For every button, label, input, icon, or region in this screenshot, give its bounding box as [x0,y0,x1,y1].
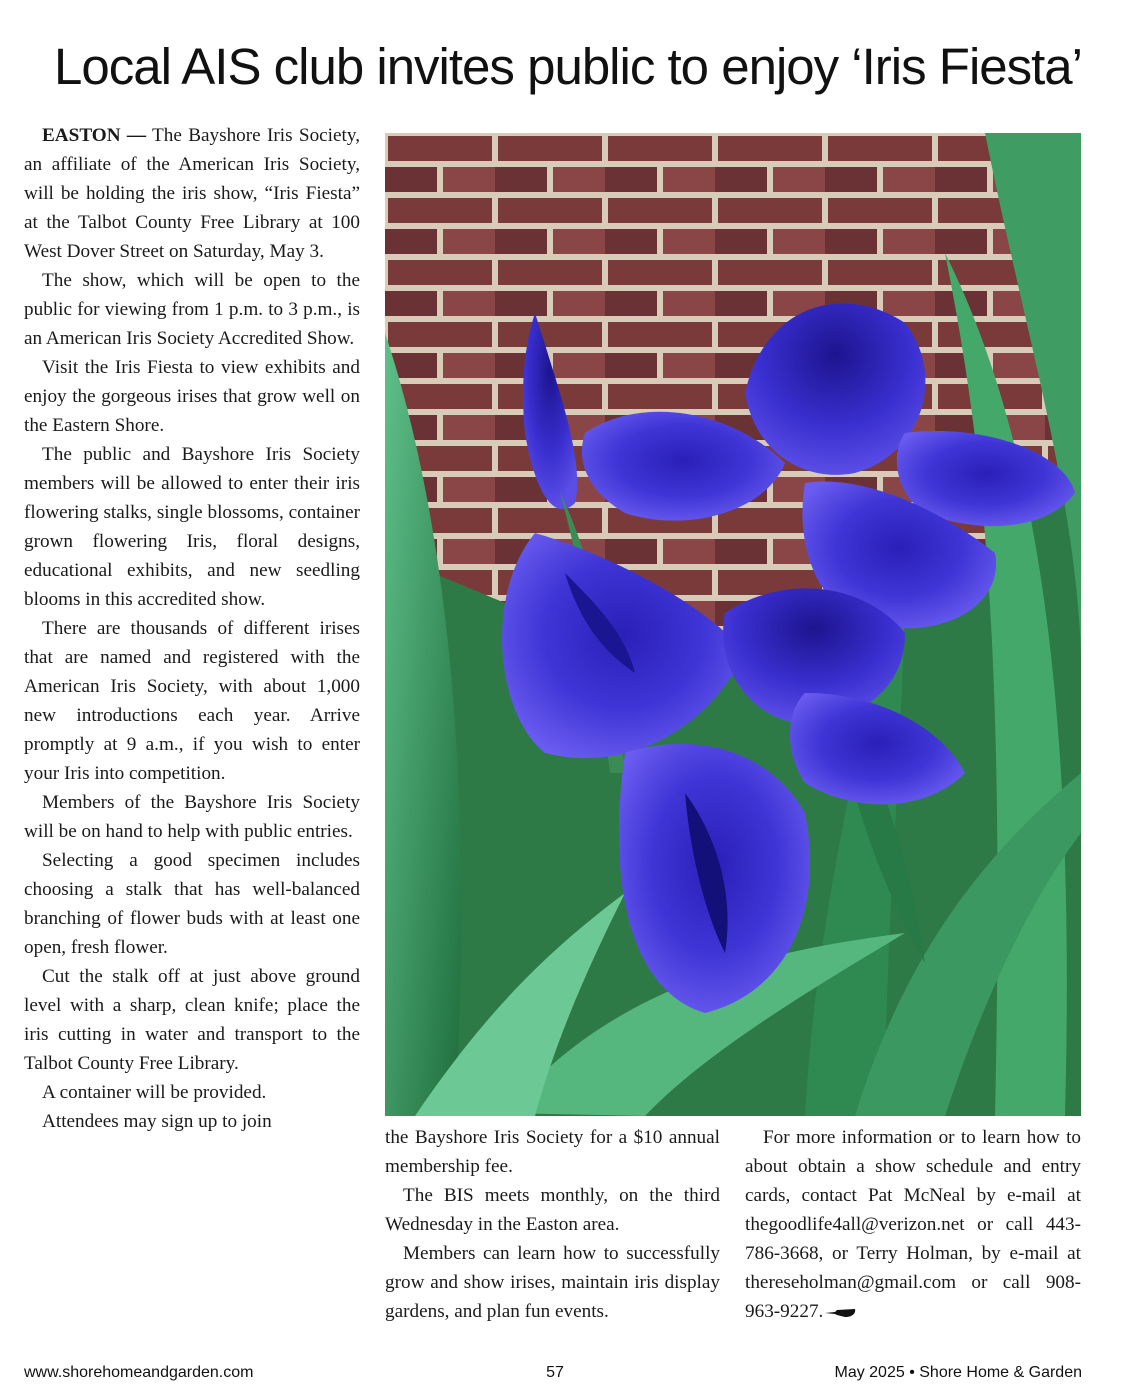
article-paragraph: A container will be provided. [42,1082,267,1103]
trowel-icon [823,1306,857,1320]
article-paragraph: There are thousands of different irises that are named and registered with the American Iris Society, with about 1,000 new introductions each year. Arrive promptly at 9 a.m., if you wish to enter your Iris into competition. [24,618,360,784]
footer-issue: May 2025 • Shore Home & Garden [834,1364,1082,1381]
article-paragraph: Attendees may sign up to join [42,1111,272,1132]
iris-photo-illustration [385,133,1081,1116]
article-paragraph [745,1123,1081,1326]
article-paragraph: Members of the Bayshore Iris Society will be on hand to help with public entries. [24,792,360,842]
article-paragraph: The public and Bayshore Iris Society members will be allowed to enter their iris flowering stalks, single blossoms, container grown flowering Iris, floral designs, educational exhibits, and new seedling blooms in this accredited show. [24,444,360,610]
article-column-3 [745,1123,1081,1326]
page-number: 57 [546,1364,564,1381]
article-paragraph: the Bayshore Iris Society for a $10 annual membership fee. [385,1127,720,1177]
article-paragraph: Visit the Iris Fiesta to view exhibits and enjoy the gorgeous irises that grow well on the Eastern Shore. [24,357,360,436]
article-paragraph: The BIS meets monthly, on the third Wednesday in the Easton area. [385,1185,720,1235]
headline: Local AIS club invites public to enjoy ‘Iris Fiesta’ [53,38,1082,95]
iris-photo [385,133,1081,1116]
article-paragraph: The show, which will be open to the public for viewing from 1 p.m. to 3 p.m., is an American Iris Society Accredited Show. [24,270,360,349]
article-paragraph: Cut the stalk off at just above ground level with a sharp, clean knife; place the iris cutting in water and transport to the Talbot County Free Library. [24,966,360,1074]
dateline: EASTON — [42,125,147,146]
article-column-1 [24,121,360,1136]
article-paragraph: Selecting a good specimen includes choosing a stalk that has well-balanced branching of flower buds with at least one open, fresh flower. [24,850,360,958]
paragraph-text: The Bayshore Iris Society, an affiliate of the American Iris Society, will be holding the iris show, “Iris Fiesta” at the Talbot County Free Library at 100 West Dover Street on Saturday, May 3. [24,125,360,262]
paragraph-text: For more information or to learn how to about obtain a show schedule and entry cards, contact Pat McNeal by e-mail at thegoodlife4all@verizon.net or call 443-786-3668, or Terry Holman, by e-mail at thereseholman@gmail.com or call 908-963-9227. [745,1127,1081,1322]
article-paragraph [24,121,360,266]
footer-website: www.shorehomeandgarden.com [24,1364,254,1381]
article-paragraph: Members can learn how to successfully grow and show irises, maintain iris display gardens, and plan fun events. [385,1243,720,1322]
article-column-2 [385,1123,720,1326]
